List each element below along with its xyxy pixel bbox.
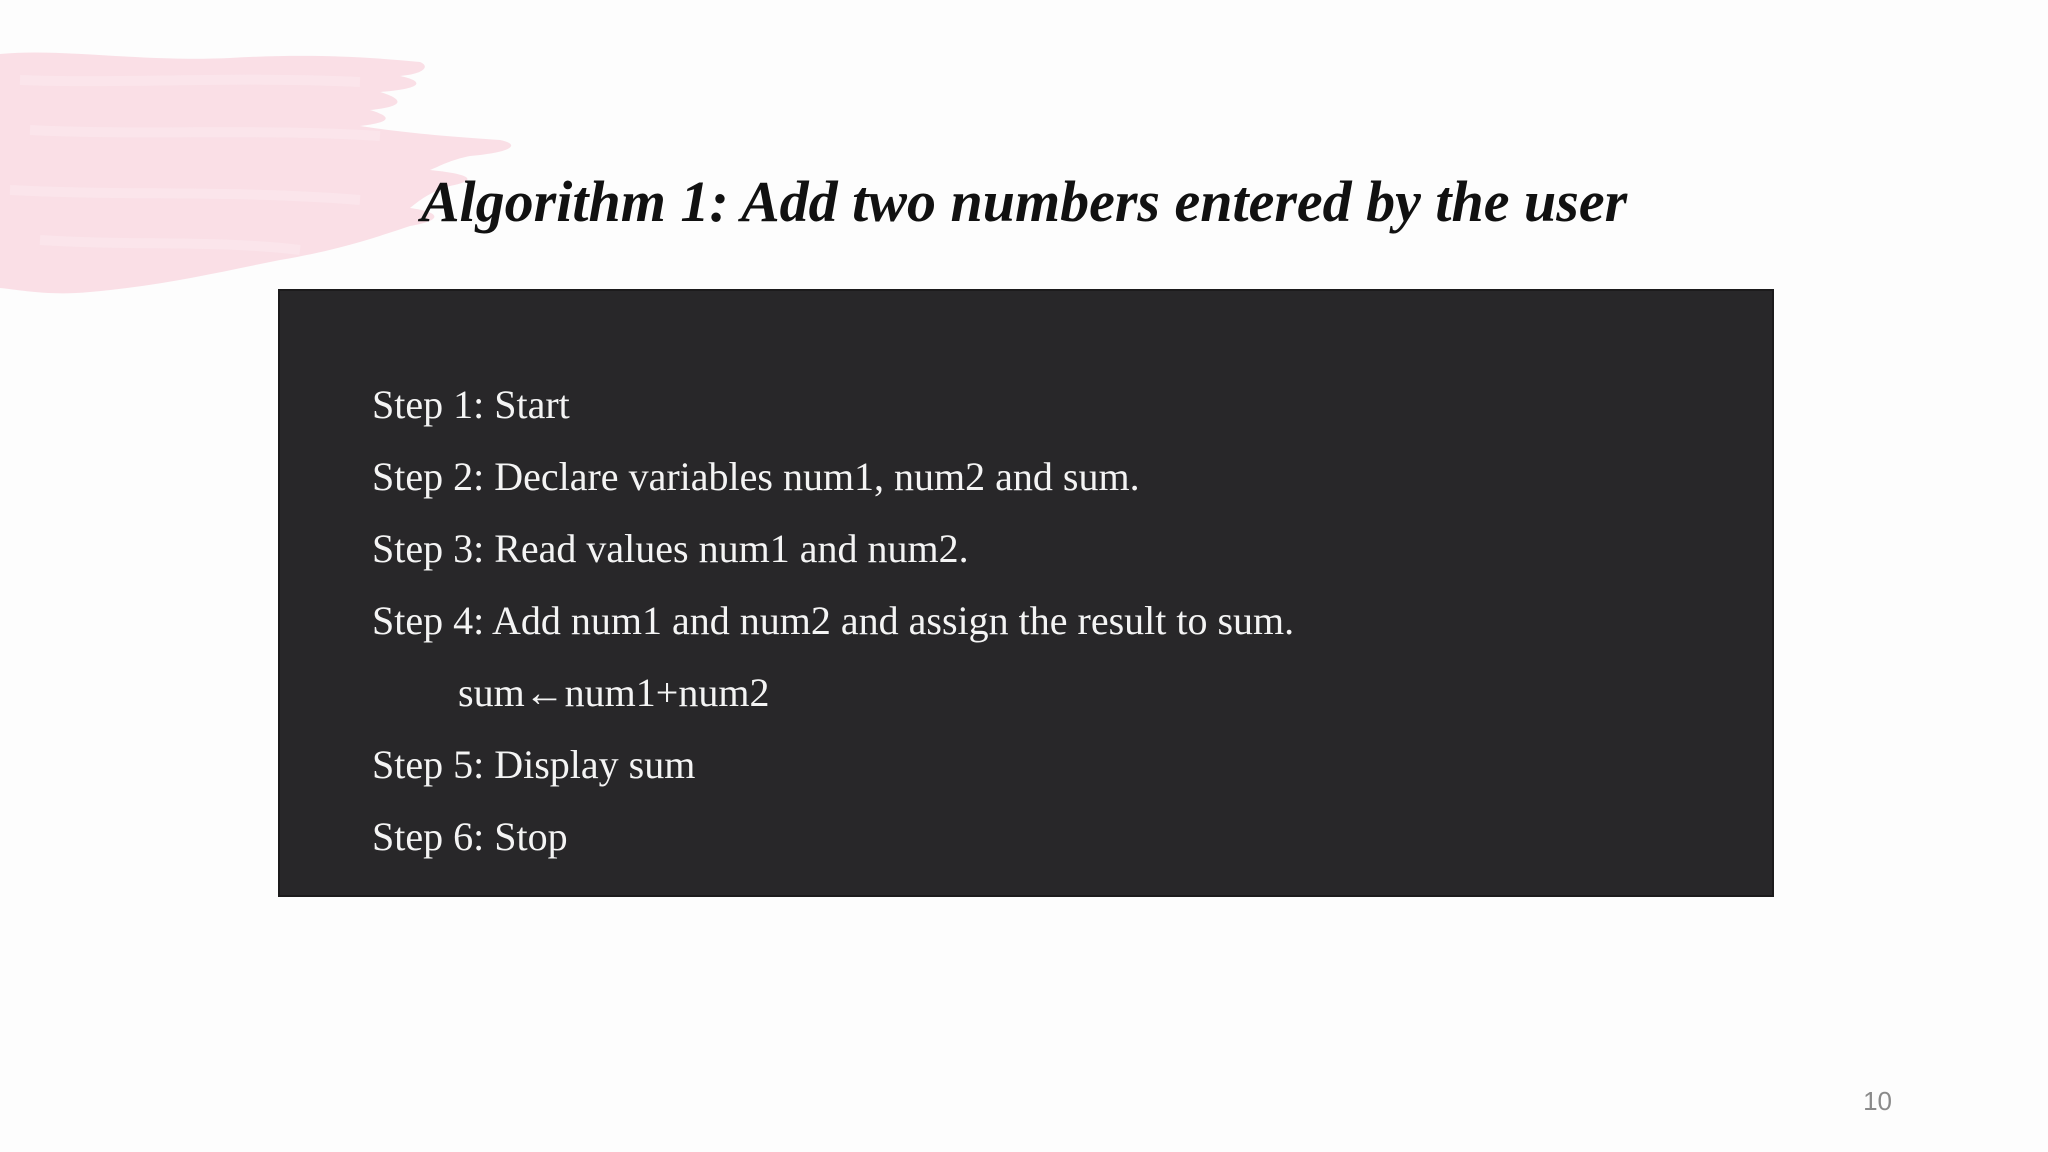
- step-2: Step 2: Declare variables num1, num2 and sum.: [372, 454, 1140, 499]
- page-number: 10: [1863, 1086, 1892, 1116]
- step-5: Step 5: Display sum: [372, 742, 696, 787]
- step-4: Step 4: Add num1 and num2 and assign the result to sum.: [372, 598, 1295, 643]
- algorithm-steps-list: [372, 369, 1294, 873]
- step-3: Step 3: Read values num1 and num2.: [372, 526, 969, 571]
- step-1: Step 1: Start: [372, 382, 570, 427]
- step-4-formula: sum←num1+num2: [458, 670, 770, 715]
- slide-title: Algorithm 1: Add two numbers entered by the user: [420, 169, 1628, 234]
- algorithm-box: [278, 289, 1774, 897]
- step-6: Step 6: Stop: [372, 814, 568, 859]
